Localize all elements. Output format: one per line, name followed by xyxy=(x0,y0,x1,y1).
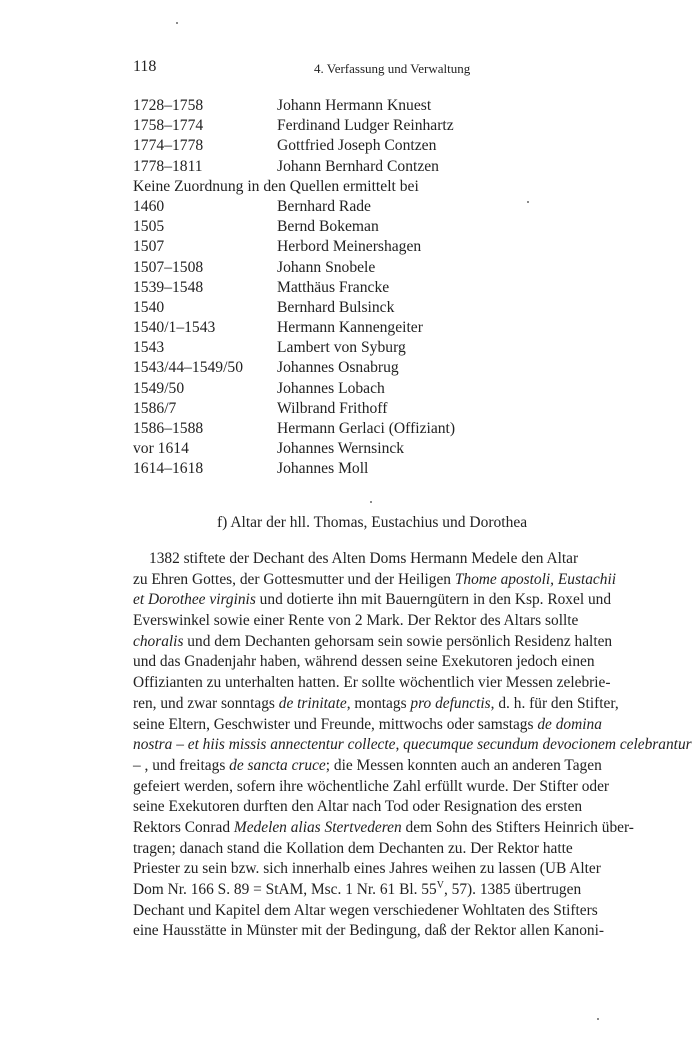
row-name: Johann Hermann Knuest xyxy=(277,97,432,114)
row-name: Johannes Osnabrug xyxy=(277,359,399,377)
row-date: vor 1614 xyxy=(133,440,189,458)
text-run: – , und freitags xyxy=(133,756,230,774)
paragraph-line xyxy=(133,879,582,901)
row-name: Johannes Wernsinck xyxy=(277,440,405,458)
table-row xyxy=(133,298,573,318)
paragraph-line xyxy=(133,590,612,611)
text-run: gefeiert werden, sofern ihre wöchentliche Zahl erfüllt wurde. Der Stifter oder xyxy=(133,777,610,795)
table-row xyxy=(133,318,573,338)
row-name: Hermann Gerlaci (Offiziant) xyxy=(277,420,456,437)
latin-phrase: de sancta cruce xyxy=(229,756,326,774)
row-name: Bernhard Bulsinck xyxy=(277,298,395,316)
paragraph-line xyxy=(133,570,617,591)
paragraph-line xyxy=(133,901,598,922)
row-name: Wilbrand Frithoff xyxy=(277,399,388,417)
text-run: dem Sohn des Stifters Heinrich über- xyxy=(401,818,634,836)
row-date: 1774–1778 xyxy=(133,137,204,155)
table-row xyxy=(133,439,573,459)
latin-phrase: pro defunctis xyxy=(410,694,491,712)
paragraph-line xyxy=(133,839,573,860)
table-row xyxy=(133,237,573,257)
print-speck xyxy=(597,1018,599,1020)
text-run: , 57). 1385 übertrugen xyxy=(443,881,582,898)
text-run: V xyxy=(436,879,444,891)
text-run: und das Gnadenjahr haben, während dessen seine Exekutoren jedoch einen xyxy=(133,653,595,671)
table-row xyxy=(133,459,573,479)
table-row xyxy=(133,116,573,136)
row-date: 1728–1758 xyxy=(133,97,204,114)
row-date: 1586/7 xyxy=(133,399,177,417)
table-row xyxy=(133,278,573,298)
row-date: 1778–1811 xyxy=(133,157,203,175)
row-date: 1543 xyxy=(133,339,165,357)
row-name: Gottfried Joseph Contzen xyxy=(277,137,437,155)
running-head: 4. Verfassung und Verwaltung xyxy=(314,61,471,76)
page-number: 118 xyxy=(133,58,157,75)
row-date: 1586–1588 xyxy=(133,420,204,437)
paragraph-line xyxy=(133,777,610,798)
row-name: Herbord Meinershagen xyxy=(277,238,422,256)
row-date: 1540/1–1543 xyxy=(133,319,216,337)
text-run: 1382 stiftete der Dechant des Alten Doms Hermann Medele den Altar xyxy=(149,550,579,567)
row-date: 1505 xyxy=(133,218,165,236)
paragraph-line xyxy=(133,818,634,839)
row-date: 1507–1508 xyxy=(133,258,204,276)
table-row xyxy=(133,197,573,217)
table-row xyxy=(133,358,573,378)
table-row xyxy=(133,258,573,278)
text-run: tragen; danach stand die Kollation dem Dechanten zu. Der Rektor hatte xyxy=(133,839,573,857)
section-heading: f) Altar der hll. Thomas, Eustachius und Dorothea xyxy=(217,514,528,531)
table-note-row xyxy=(133,177,573,197)
text-run: zu Ehren Gottes, der Gottesmutter und der Heiligen xyxy=(133,570,455,588)
text-run: Everswinkel sowie einer Rente von 2 Mark. Der Rektor des Altars sollte xyxy=(133,612,579,630)
text-run: ; die Messen konnten auch an anderen Tagen xyxy=(325,756,602,774)
paragraph-line xyxy=(133,611,579,632)
print-speck xyxy=(370,501,372,503)
text-run: Offizianten zu unterhalten hatten. Er sollte wöchentlich vier Messen zelebrie- xyxy=(133,674,611,692)
text-run: und dotierte ihn mit Bauerngütern in den Ksp. Roxel und xyxy=(255,591,612,609)
row-date: 1543/44–1549/50 xyxy=(133,359,244,377)
row-date: 1614–1618 xyxy=(133,460,204,478)
print-speck xyxy=(527,201,529,203)
table-note: Keine Zuordnung in den Quellen ermittelt bei xyxy=(133,177,419,195)
table-row xyxy=(133,136,573,156)
row-name: Lambert von Syburg xyxy=(277,339,406,357)
text-run: , d. h. für den Stifter, xyxy=(490,694,619,712)
text-run: Dom Nr. 166 S. 89 = StAM, Msc. 1 Nr. 61 Bl. 55 xyxy=(133,881,437,898)
text-run: Dechant und Kapitel dem Altar wegen verschiedener Wohltaten des Stifters xyxy=(133,901,598,919)
latin-phrase: et Dorothee virginis xyxy=(133,591,256,609)
paragraph-line xyxy=(133,673,611,694)
table-row xyxy=(133,157,573,177)
row-name: Ferdinand Ludger Reinhartz xyxy=(277,117,454,135)
text-run: seine Exekutoren durften den Altar nach Tod oder Resignation des ersten xyxy=(133,798,583,816)
rector-list xyxy=(133,96,573,480)
row-name: Johannes Moll xyxy=(277,460,369,478)
table-row xyxy=(133,379,573,399)
latin-phrase: Thome apostoli, Eustachii xyxy=(454,570,617,588)
text-run: seine Eltern, Geschwister und Freunde, mittwochs oder samstags xyxy=(133,715,538,733)
latin-phrase: Medelen alias Stertvederen xyxy=(233,818,402,836)
row-name: Johannes Lobach xyxy=(277,379,385,397)
paragraph-line xyxy=(133,921,605,942)
row-name: Bernd Bokeman xyxy=(277,218,379,236)
table-row xyxy=(133,96,573,116)
latin-phrase: de domina xyxy=(537,715,602,733)
text-run: ren, und zwar sonntags xyxy=(133,694,279,712)
body-paragraph xyxy=(133,549,692,942)
text-run: , montags xyxy=(346,694,411,712)
paragraph-line xyxy=(133,632,613,653)
paragraph-line xyxy=(133,735,692,756)
row-name: Bernhard Rade xyxy=(277,197,371,215)
latin-phrase: nostra – et hiis missis annectentur collecte, quecumque secundum devocionem celebrantur xyxy=(133,736,692,754)
row-date: 1539–1548 xyxy=(133,278,204,296)
row-date: 1507 xyxy=(133,238,165,256)
latin-phrase: de trinitate xyxy=(278,694,347,712)
text-run: und dem Dechanten gehorsam sein sowie persönlich Residenz halten xyxy=(183,632,613,650)
row-name: Johann Snobele xyxy=(277,258,376,276)
table-row xyxy=(133,419,573,439)
text-run: Rektors Conrad xyxy=(133,818,234,836)
text-run: Priester zu sein bzw. sich innerhalb eines Jahres weihen zu lassen (UB Alter xyxy=(133,860,601,878)
row-name: Hermann Kannengeiter xyxy=(277,319,423,337)
latin-phrase: choralis xyxy=(133,632,184,650)
table-row xyxy=(133,338,573,358)
paragraph-line xyxy=(133,549,579,570)
text-run: eine Hausstätte in Münster mit der Bedingung, daß der Rektor allen Kanoni- xyxy=(133,922,605,940)
paragraph-line xyxy=(133,715,602,736)
paragraph-line xyxy=(133,694,619,715)
print-speck xyxy=(176,22,178,24)
paragraph-line xyxy=(133,756,602,777)
row-name: Johann Bernhard Contzen xyxy=(277,157,439,175)
paragraph-line xyxy=(133,797,583,818)
row-date: 1460 xyxy=(133,197,165,215)
row-date: 1758–1774 xyxy=(133,117,204,135)
table-row xyxy=(133,399,573,419)
paragraph-line xyxy=(133,652,595,673)
row-date: 1549/50 xyxy=(133,379,185,397)
row-date: 1540 xyxy=(133,298,165,316)
paragraph-line xyxy=(133,859,601,880)
row-name: Matthäus Francke xyxy=(277,278,390,296)
table-row xyxy=(133,217,573,237)
